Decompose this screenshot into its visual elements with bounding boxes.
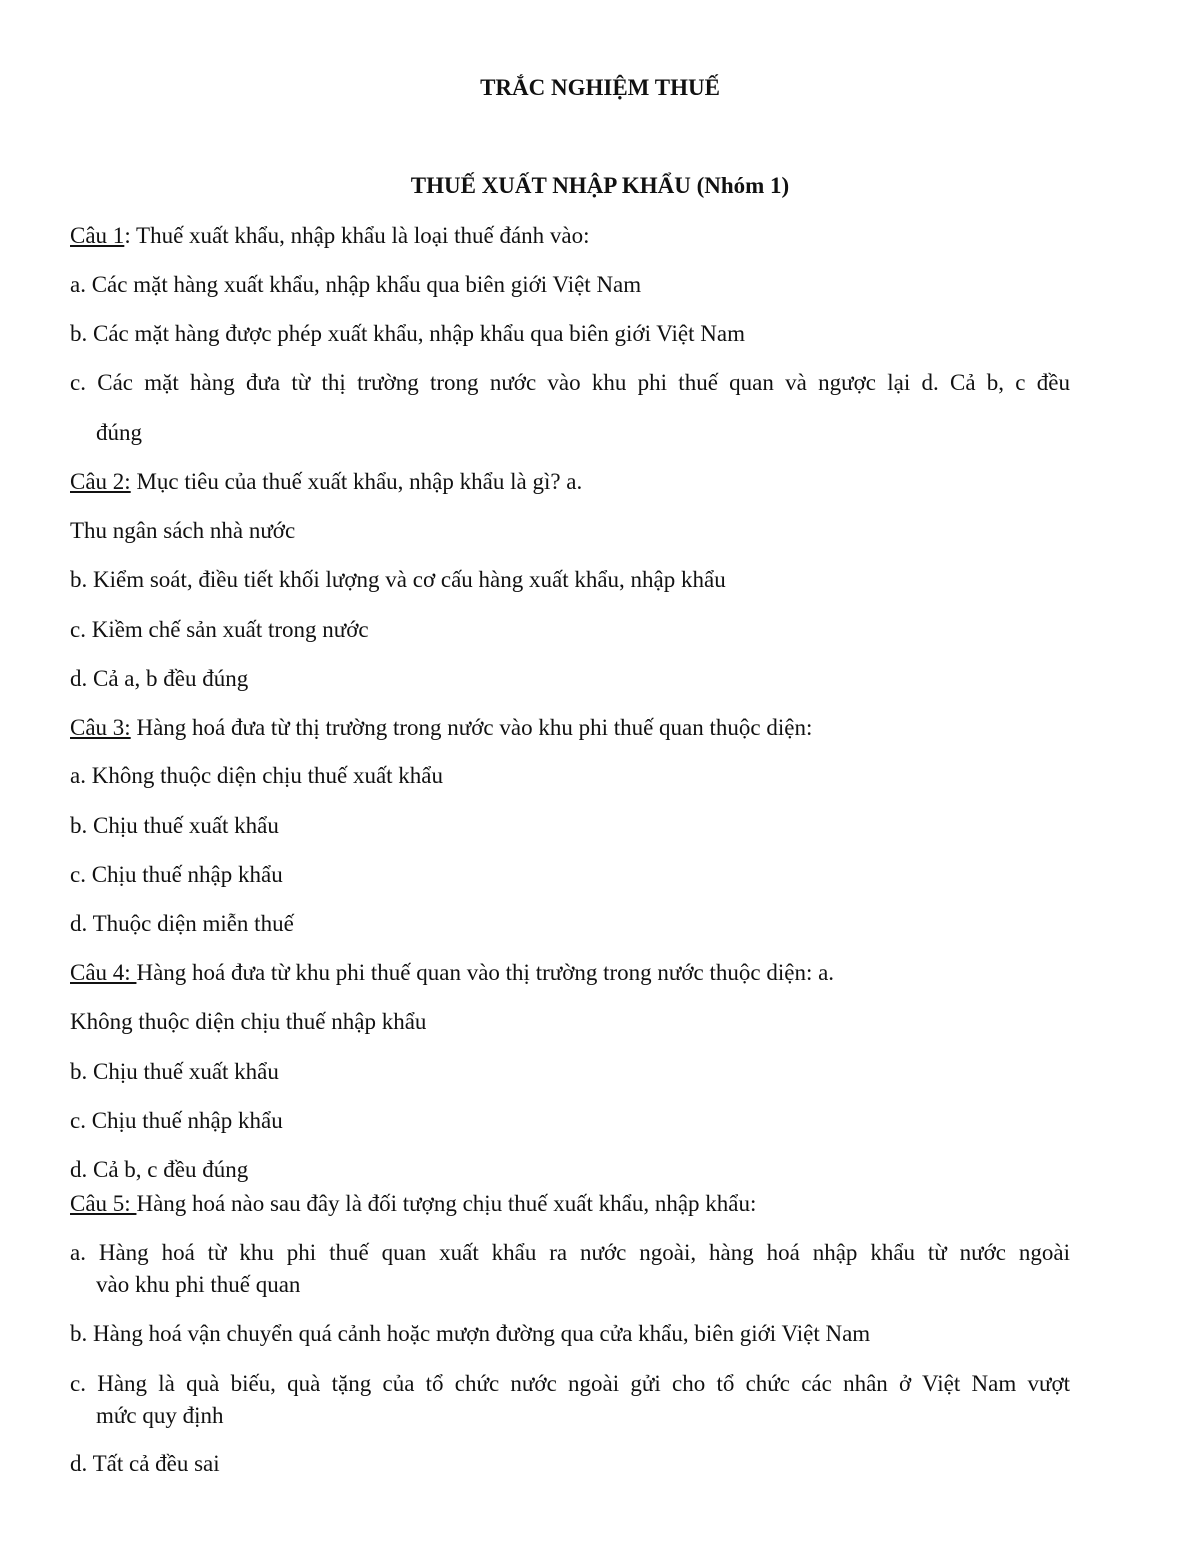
question-2-option-b: b. Kiểm soát, điều tiết khối lượng và cơ cấu hàng xuất khẩu, nhập khẩu bbox=[70, 567, 726, 592]
question-1-option-a: a. Các mặt hàng xuất khẩu, nhập khẩu qua biên giới Việt Nam bbox=[70, 272, 642, 297]
question-3-option-d: d. Thuộc diện miễn thuế bbox=[70, 911, 294, 936]
question-3-label: Câu 3: bbox=[70, 715, 131, 740]
question-2-option-a: Thu ngân sách nhà nước bbox=[70, 518, 296, 543]
question-4-text: Hàng hoá đưa từ khu phi thuế quan vào thị trường trong nước thuộc diện: a. bbox=[136, 960, 835, 985]
question-5-label: Câu 5: bbox=[70, 1191, 137, 1216]
question-5-option-b: b. Hàng hoá vận chuyển quá cảnh hoặc mượn đường qua cửa khẩu, biên giới Việt Nam bbox=[70, 1321, 871, 1346]
question-3 bbox=[70, 713, 812, 743]
question-1-text: : Thuế xuất khẩu, nhập khẩu là loại thuế đánh vào: bbox=[124, 223, 590, 248]
question-4-option-c: c. Chịu thuế nhập khẩu bbox=[70, 1108, 283, 1133]
question-3-text: Hàng hoá đưa từ thị trường trong nước vào khu phi thuế quan thuộc diện: bbox=[130, 715, 813, 740]
question-5-option-c-continued: mức quy định bbox=[96, 1403, 224, 1428]
section-title: THUẾ XUẤT NHẬP KHẨU (Nhóm 1) bbox=[410, 173, 790, 198]
question-5-option-a: a. Hàng hoá từ khu phi thuế quan xuất khẩu ra nước ngoài, hàng hoá nhập khẩu từ nước ngoài bbox=[70, 1240, 1070, 1265]
question-2-option-d: d. Cả a, b đều đúng bbox=[70, 666, 249, 691]
question-4 bbox=[70, 958, 834, 988]
question-5-option-a-continued: vào khu phi thuế quan bbox=[96, 1272, 301, 1297]
question-2-option-c: c. Kiềm chế sản xuất trong nước bbox=[70, 617, 369, 642]
question-4-option-a: Không thuộc diện chịu thuế nhập khẩu bbox=[70, 1009, 427, 1034]
question-4-option-d: d. Cả b, c đều đúng bbox=[70, 1157, 249, 1182]
question-2-label: Câu 2: bbox=[70, 469, 131, 494]
question-1-option-c-continued: đúng bbox=[96, 420, 142, 445]
question-2-text: Mục tiêu của thuế xuất khẩu, nhập khẩu là gì? a. bbox=[130, 469, 583, 494]
question-5-option-d: d. Tất cả đều sai bbox=[70, 1451, 220, 1476]
question-5-text: Hàng hoá nào sau đây là đối tượng chịu thuế xuất khẩu, nhập khẩu: bbox=[136, 1191, 757, 1216]
question-5 bbox=[70, 1189, 756, 1219]
document-title: TRẮC NGHIỆM THUẾ bbox=[480, 75, 720, 100]
question-4-option-b: b. Chịu thuế xuất khẩu bbox=[70, 1059, 279, 1084]
question-3-option-c: c. Chịu thuế nhập khẩu bbox=[70, 862, 283, 887]
question-1-option-b: b. Các mặt hàng được phép xuất khẩu, nhập khẩu qua biên giới Việt Nam bbox=[70, 321, 745, 346]
question-1-label: Câu 1 bbox=[70, 223, 125, 248]
question-1 bbox=[70, 221, 590, 251]
question-4-label: Câu 4: bbox=[70, 960, 137, 985]
question-1-option-c: c. Các mặt hàng đưa từ thị trường trong nước vào khu phi thuế quan và ngược lại d. Cả b, c đều bbox=[70, 370, 1070, 395]
question-5-option-c: c. Hàng là quà biếu, quà tặng của tổ chức nước ngoài gửi cho tổ chức các nhân ở Việt Nam vượt bbox=[70, 1371, 1070, 1396]
question-3-option-b: b. Chịu thuế xuất khẩu bbox=[70, 813, 279, 838]
question-2 bbox=[70, 467, 582, 497]
question-3-option-a: a. Không thuộc diện chịu thuế xuất khẩu bbox=[70, 763, 444, 788]
